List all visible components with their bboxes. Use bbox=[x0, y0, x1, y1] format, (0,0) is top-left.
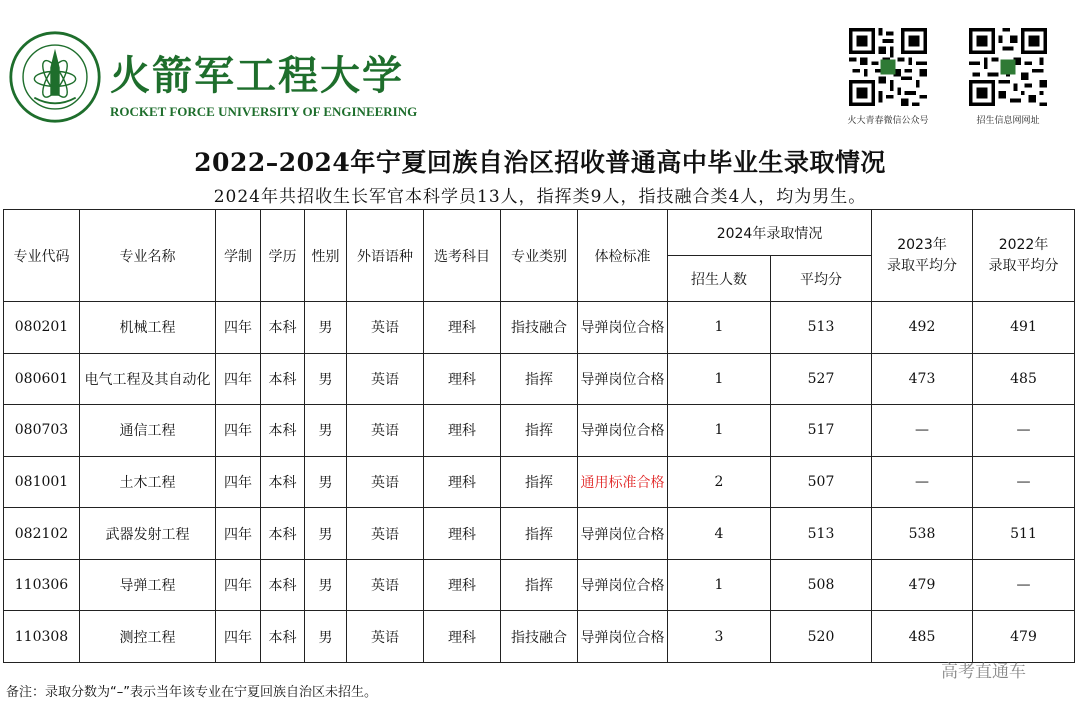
cell-degree: 本科 bbox=[261, 302, 305, 354]
cell-duration: 四年 bbox=[216, 559, 261, 611]
watermark: 高考直通车 bbox=[941, 662, 1026, 682]
header-admission-2024: 2024年录取情况 bbox=[668, 210, 872, 256]
cell-enrolled: 2 bbox=[668, 456, 771, 508]
header-subjects: 选考科目 bbox=[424, 210, 501, 302]
cell-avg2022: — bbox=[973, 456, 1075, 508]
university-emblem-icon bbox=[8, 30, 102, 124]
cell-language: 英语 bbox=[347, 353, 424, 405]
cell-avg2023: 538 bbox=[872, 508, 973, 560]
cell-avg2023: — bbox=[872, 405, 973, 457]
cell-enrolled: 1 bbox=[668, 559, 771, 611]
cell-gender: 男 bbox=[305, 611, 347, 663]
header-degree: 学历 bbox=[261, 210, 305, 302]
cell-avg: 527 bbox=[771, 353, 872, 405]
cell-physical: 导弹岗位合格 bbox=[578, 508, 668, 560]
cell-gender: 男 bbox=[305, 353, 347, 405]
cell-category: 指挥 bbox=[501, 405, 578, 457]
cell-avg2022: — bbox=[973, 559, 1075, 611]
cell-avg2022: 479 bbox=[973, 611, 1075, 663]
cell-language: 英语 bbox=[347, 302, 424, 354]
header-avg: 平均分 bbox=[771, 256, 872, 302]
cell-category: 指技融合 bbox=[501, 302, 578, 354]
cell-gender: 男 bbox=[305, 508, 347, 560]
footnote: 备注：录取分数为“–”表示当年该专业在宁夏回族自治区未招生。 bbox=[6, 685, 377, 700]
cell-code: 110306 bbox=[4, 559, 80, 611]
cell-physical: 导弹岗位合格 bbox=[578, 353, 668, 405]
cell-avg2022: 491 bbox=[973, 302, 1075, 354]
cell-duration: 四年 bbox=[216, 353, 261, 405]
cell-gender: 男 bbox=[305, 302, 347, 354]
cell-avg2023: 473 bbox=[872, 353, 973, 405]
cell-enrolled: 4 bbox=[668, 508, 771, 560]
cell-degree: 本科 bbox=[261, 559, 305, 611]
cell-enrolled: 1 bbox=[668, 405, 771, 457]
cell-avg: 513 bbox=[771, 302, 872, 354]
website-qr-code-icon bbox=[969, 28, 1047, 106]
admission-table bbox=[3, 209, 1075, 663]
cell-name: 通信工程 bbox=[80, 405, 216, 457]
cell-duration: 四年 bbox=[216, 302, 261, 354]
header-duration: 学制 bbox=[216, 210, 261, 302]
wechat-qr-code-icon bbox=[849, 28, 927, 106]
cell-language: 英语 bbox=[347, 405, 424, 457]
table-row bbox=[4, 302, 1075, 354]
cell-physical: 通用标准合格 bbox=[578, 456, 668, 508]
cell-gender: 男 bbox=[305, 456, 347, 508]
table-row bbox=[4, 611, 1075, 663]
cell-gender: 男 bbox=[305, 559, 347, 611]
table-row bbox=[4, 456, 1075, 508]
cell-enrolled: 1 bbox=[668, 302, 771, 354]
page-title: 2022–2024年宁夏回族自治区招收普通高中毕业生录取情况 bbox=[194, 148, 886, 177]
header-language: 外语语种 bbox=[347, 210, 424, 302]
page-header bbox=[0, 0, 1080, 140]
cell-language: 英语 bbox=[347, 559, 424, 611]
cell-duration: 四年 bbox=[216, 405, 261, 457]
header-code: 专业代码 bbox=[4, 210, 80, 302]
cell-subjects: 理科 bbox=[424, 508, 501, 560]
cell-gender: 男 bbox=[305, 405, 347, 457]
cell-degree: 本科 bbox=[261, 405, 305, 457]
cell-subjects: 理科 bbox=[424, 353, 501, 405]
header-avg-2023: 2023年 录取平均分 bbox=[872, 210, 973, 302]
qr-website-caption: 招生信息网网址 bbox=[976, 116, 1040, 126]
cell-enrolled: 1 bbox=[668, 353, 771, 405]
header-enrolled: 招生人数 bbox=[668, 256, 771, 302]
qr-website[interactable] bbox=[958, 28, 1058, 126]
cell-category: 指挥 bbox=[501, 559, 578, 611]
cell-avg2022: 511 bbox=[973, 508, 1075, 560]
qr-wechat[interactable] bbox=[838, 28, 938, 126]
cell-avg: 517 bbox=[771, 405, 872, 457]
cell-code: 080601 bbox=[4, 353, 80, 405]
cell-language: 英语 bbox=[347, 508, 424, 560]
cell-duration: 四年 bbox=[216, 611, 261, 663]
cell-name: 武器发射工程 bbox=[80, 508, 216, 560]
cell-category: 指挥 bbox=[501, 456, 578, 508]
cell-avg2023: 492 bbox=[872, 302, 973, 354]
cell-avg2023: — bbox=[872, 456, 973, 508]
cell-avg: 520 bbox=[771, 611, 872, 663]
cell-duration: 四年 bbox=[216, 508, 261, 560]
cell-avg: 507 bbox=[771, 456, 872, 508]
cell-category: 指挥 bbox=[501, 508, 578, 560]
cell-avg: 508 bbox=[771, 559, 872, 611]
cell-category: 指挥 bbox=[501, 353, 578, 405]
cell-physical: 导弹岗位合格 bbox=[578, 302, 668, 354]
cell-name: 测控工程 bbox=[80, 611, 216, 663]
cell-physical: 导弹岗位合格 bbox=[578, 405, 668, 457]
cell-subjects: 理科 bbox=[424, 559, 501, 611]
header-gender: 性别 bbox=[305, 210, 347, 302]
cell-subjects: 理科 bbox=[424, 405, 501, 457]
cell-subjects: 理科 bbox=[424, 456, 501, 508]
header-avg-2022: 2022年 录取平均分 bbox=[973, 210, 1075, 302]
header-name: 专业名称 bbox=[80, 210, 216, 302]
table-row bbox=[4, 405, 1075, 457]
cell-name: 机械工程 bbox=[80, 302, 216, 354]
header-category: 专业类别 bbox=[501, 210, 578, 302]
cell-degree: 本科 bbox=[261, 353, 305, 405]
cell-name: 导弹工程 bbox=[80, 559, 216, 611]
cell-avg2023: 485 bbox=[872, 611, 973, 663]
header-physical: 体检标准 bbox=[578, 210, 668, 302]
university-name-en: ROCKET FORCE UNIVERSITY OF ENGINEERING bbox=[110, 104, 418, 119]
cell-code: 082102 bbox=[4, 508, 80, 560]
qr-wechat-caption: 火大青春微信公众号 bbox=[847, 116, 929, 126]
table-row bbox=[4, 353, 1075, 405]
cell-code: 080703 bbox=[4, 405, 80, 457]
cell-physical: 导弹岗位合格 bbox=[578, 611, 668, 663]
cell-degree: 本科 bbox=[261, 508, 305, 560]
cell-name: 土木工程 bbox=[80, 456, 216, 508]
cell-degree: 本科 bbox=[261, 611, 305, 663]
cell-category: 指技融合 bbox=[501, 611, 578, 663]
cell-duration: 四年 bbox=[216, 456, 261, 508]
table-row bbox=[4, 559, 1075, 611]
cell-subjects: 理科 bbox=[424, 302, 501, 354]
cell-avg2022: — bbox=[973, 405, 1075, 457]
cell-avg: 513 bbox=[771, 508, 872, 560]
cell-name: 电气工程及其自动化 bbox=[80, 353, 216, 405]
cell-code: 110308 bbox=[4, 611, 80, 663]
table-row bbox=[4, 508, 1075, 560]
cell-avg2023: 479 bbox=[872, 559, 973, 611]
cell-avg2022: 485 bbox=[973, 353, 1075, 405]
cell-degree: 本科 bbox=[261, 456, 305, 508]
cell-code: 081001 bbox=[4, 456, 80, 508]
university-name-cn: 火箭军工程大学 bbox=[110, 52, 404, 99]
cell-enrolled: 3 bbox=[668, 611, 771, 663]
page-subtitle: 2024年共招收生长军官本科学员13人，指挥类9人，指技融合类4人，均为男生。 bbox=[213, 187, 867, 207]
cell-language: 英语 bbox=[347, 456, 424, 508]
cell-code: 080201 bbox=[4, 302, 80, 354]
cell-subjects: 理科 bbox=[424, 611, 501, 663]
cell-physical: 导弹岗位合格 bbox=[578, 559, 668, 611]
cell-language: 英语 bbox=[347, 611, 424, 663]
